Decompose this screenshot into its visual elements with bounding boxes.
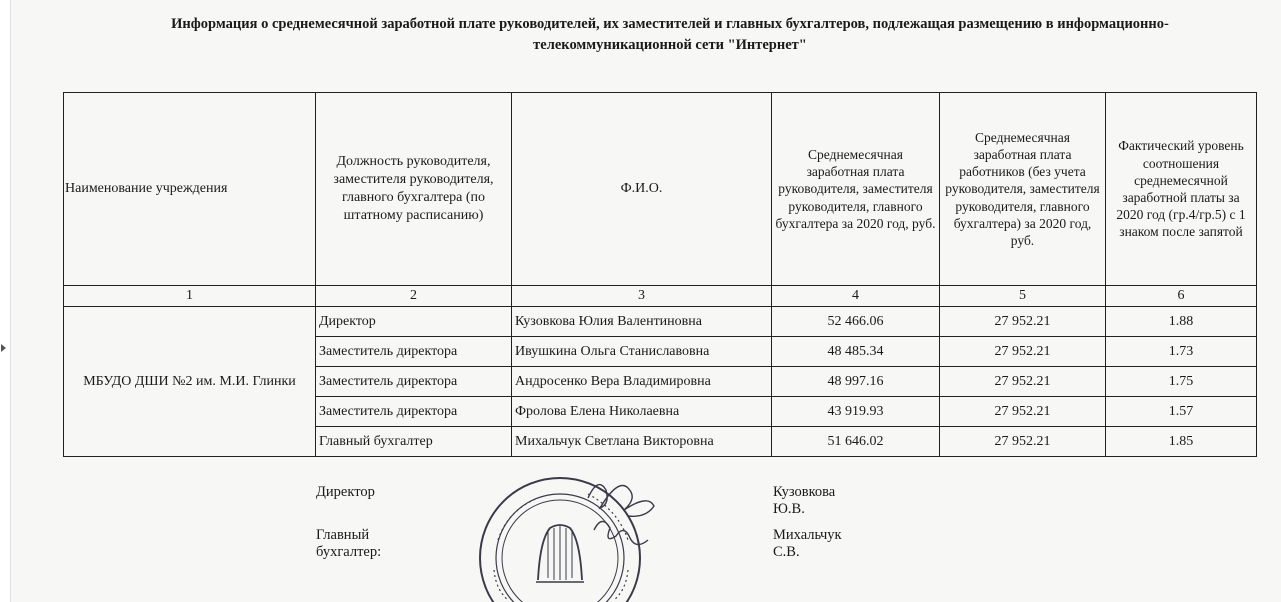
stamp-and-signature-icon xyxy=(478,470,668,602)
ratio-cell: 1.73 xyxy=(1106,337,1257,367)
full-name-cell: Ивушкина Ольга Станиславовна xyxy=(512,337,772,367)
head-salary-cell: 51 646.02 xyxy=(772,427,940,457)
column-number: 2 xyxy=(316,286,512,307)
document-title xyxy=(60,14,1280,56)
position-cell: Главный бухгалтер xyxy=(316,427,512,457)
director-label: Директор xyxy=(316,484,375,500)
column-number: 3 xyxy=(512,286,772,307)
header-head-salary: Среднемесячная заработная плата руководителя, заместителя руководителя, главного бухгалтера за 2020 год, руб. xyxy=(772,93,940,286)
header-organization: Наименование учреждения xyxy=(64,93,316,286)
header-row xyxy=(64,93,1257,286)
staff-salary-cell: 27 952.21 xyxy=(940,307,1106,337)
header-staff-salary: Среднемесячная заработная плата работников (без учета руководителя, заместителя руководителя, главного бухгалтера) за 2020 год, руб. xyxy=(940,93,1106,286)
accountant-name: Михальчук С.В. xyxy=(773,527,842,560)
table-row xyxy=(64,307,1257,337)
accountant-label: Главный бухгалтер: xyxy=(316,527,382,560)
column-number-row xyxy=(64,286,1257,307)
column-number: 4 xyxy=(772,286,940,307)
staff-salary-cell: 27 952.21 xyxy=(940,337,1106,367)
title-line-2: телекоммуникационной сети "Интернет" xyxy=(533,37,807,53)
head-salary-cell: 48 997.16 xyxy=(772,367,940,397)
header-position: Должность руководителя, заместителя руководителя, главного бухгалтера (по штатному расписанию) xyxy=(316,93,512,286)
column-number: 5 xyxy=(940,286,1106,307)
ratio-cell: 1.75 xyxy=(1106,367,1257,397)
title-line-1: Информация о среднемесячной заработной плате руководителей, их заместителей и главных бухгалтеров, подлежащая размещению в информационно- xyxy=(171,16,1169,32)
side-arrow-icon[interactable] xyxy=(1,344,6,352)
column-number: 6 xyxy=(1106,286,1257,307)
ratio-cell: 1.88 xyxy=(1106,307,1257,337)
full-name-cell: Кузовкова Юлия Валентиновна xyxy=(512,307,772,337)
full-name-cell: Андросенко Вера Владимировна xyxy=(512,367,772,397)
head-salary-cell: 52 466.06 xyxy=(772,307,940,337)
ratio-cell: 1.57 xyxy=(1106,397,1257,427)
full-name-cell: Михальчук Светлана Викторовна xyxy=(512,427,772,457)
staff-salary-cell: 27 952.21 xyxy=(940,367,1106,397)
page-edge xyxy=(0,0,11,602)
full-name-cell: Фролова Елена Николаевна xyxy=(512,397,772,427)
ratio-cell: 1.85 xyxy=(1106,427,1257,457)
position-cell: Заместитель директора xyxy=(316,337,512,367)
salary-table xyxy=(63,92,1257,457)
position-cell: Директор xyxy=(316,307,512,337)
header-full-name: Ф.И.О. xyxy=(512,93,772,286)
organization-name: МБУДО ДШИ №2 им. М.И. Глинки xyxy=(64,307,316,457)
head-salary-cell: 43 919.93 xyxy=(772,397,940,427)
head-salary-cell: 48 485.34 xyxy=(772,337,940,367)
staff-salary-cell: 27 952.21 xyxy=(940,427,1106,457)
director-name: Кузовкова Ю.В. xyxy=(773,484,836,517)
staff-salary-cell: 27 952.21 xyxy=(940,397,1106,427)
column-number: 1 xyxy=(64,286,316,307)
header-ratio: Фактический уровень соотношения среднемесячной заработной платы за 2020 год (гр.4/гр.5) с 1 знаком после запятой xyxy=(1106,93,1257,286)
position-cell: Заместитель директора xyxy=(316,367,512,397)
position-cell: Заместитель директора xyxy=(316,397,512,427)
